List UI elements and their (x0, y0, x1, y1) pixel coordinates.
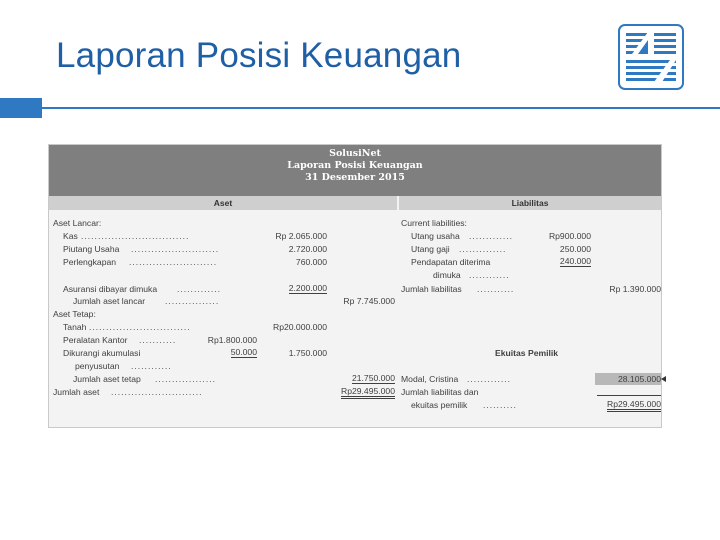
total-le-label-2: ekuitas pemilik (411, 400, 468, 410)
leader-dots: ............ (131, 361, 172, 371)
leader-dots: ............. (469, 231, 514, 241)
report-date: 31 Desember 2015 (305, 172, 405, 183)
statement-header (49, 145, 661, 196)
total-fixed-assets-label: Jumlah aset tetap (73, 374, 141, 384)
company-logo-icon (618, 24, 684, 90)
total-assets-label: Jumlah aset (53, 387, 100, 397)
akumulasi-value: 50.000 (230, 347, 257, 357)
total-liabilities-value: Rp 1.390.000 (609, 284, 661, 294)
tanah-label: Tanah (63, 322, 87, 332)
piutang-value: 2.720.000 (288, 244, 327, 254)
report-name: Laporan Posisi Keuangan (287, 160, 423, 171)
leader-dots: ........................... (111, 387, 203, 397)
current-liabilities-label: Current liabilities: (401, 218, 467, 228)
total-current-assets-label: Jumlah aset lancar (73, 296, 146, 306)
balance-sheet (48, 144, 662, 428)
liabilities-column-header: Liabilitas (399, 196, 661, 210)
penyusutan-label: penyusutan (75, 361, 120, 371)
utang-gaji-label: Utang gaji (411, 244, 450, 254)
leader-dots: .............................. (89, 322, 191, 332)
asuransi-value: 2.200.000 (288, 283, 327, 293)
title-rule-block (0, 98, 42, 118)
asuransi-label: Asuransi dibayar dimuka (63, 284, 158, 294)
utang-usaha-label: Utang usaha (411, 231, 460, 241)
modal-value: 28.105.000 (595, 373, 661, 385)
dimuka-label: dimuka (433, 270, 461, 280)
piutang-label: Piutang Usaha (63, 244, 120, 254)
utang-usaha-value: Rp900.000 (548, 231, 591, 241)
leader-dots: ................................ (81, 231, 190, 241)
pendapatan-value: 240.000 (559, 256, 591, 266)
peralatan-value: Rp1.800.000 (207, 335, 257, 345)
leader-dots: ........... (139, 335, 177, 345)
leader-dots: ............. (177, 284, 222, 294)
pendapatan-label: Pendapatan diterima (411, 257, 491, 267)
pointer-arrow-icon (661, 376, 666, 382)
akumulasi-label: Dikurangi akumulasi (63, 348, 141, 358)
leader-dots: .................. (155, 374, 216, 384)
leader-dots: ................ (165, 296, 220, 306)
total-le-value: Rp29.495.000 (579, 399, 661, 409)
total-fixed-assets-value: 21.750.000 (351, 373, 395, 383)
slide-title: Laporan Posisi Keuangan (56, 36, 462, 75)
modal-label: Modal, Cristina (401, 374, 459, 384)
title-rule-line (42, 107, 720, 109)
peralatan-net-value: 1.750.000 (288, 348, 327, 358)
leader-dots: .......................... (129, 257, 218, 267)
equity-header: Ekuitas Pemilik (495, 348, 559, 358)
utang-gaji-value: 250.000 (559, 244, 591, 254)
peralatan-label: Peralatan Kantor (63, 335, 128, 345)
kas-value: Rp 2.065.000 (275, 231, 327, 241)
total-current-assets-value: Rp 7.745.000 (343, 296, 395, 306)
kas-label: Kas (63, 231, 78, 241)
total-assets-value: Rp29.495.000 (317, 386, 395, 396)
assets-column-header: Aset (49, 196, 397, 210)
fixed-assets-label: Aset Tetap: (53, 309, 96, 319)
leader-dots: .......... (483, 400, 517, 410)
leader-dots: .......................... (131, 244, 220, 254)
company-name: SolusiNet (329, 148, 381, 159)
leader-dots: .............. (459, 244, 507, 254)
leader-dots: ............ (469, 270, 510, 280)
perlengkapan-value: 760.000 (295, 257, 327, 267)
total-liabilities-label: Jumlah liabilitas (401, 284, 462, 294)
perlengkapan-label: Perlengkapan (63, 257, 117, 267)
leader-dots: ........... (477, 284, 515, 294)
total-le-rule (597, 395, 661, 396)
tanah-value: Rp20.000.000 (273, 322, 327, 332)
current-assets-label: Aset Lancar: (53, 218, 102, 228)
total-le-label-1: Jumlah liabilitas dan (401, 387, 479, 397)
leader-dots: ............. (467, 374, 512, 384)
